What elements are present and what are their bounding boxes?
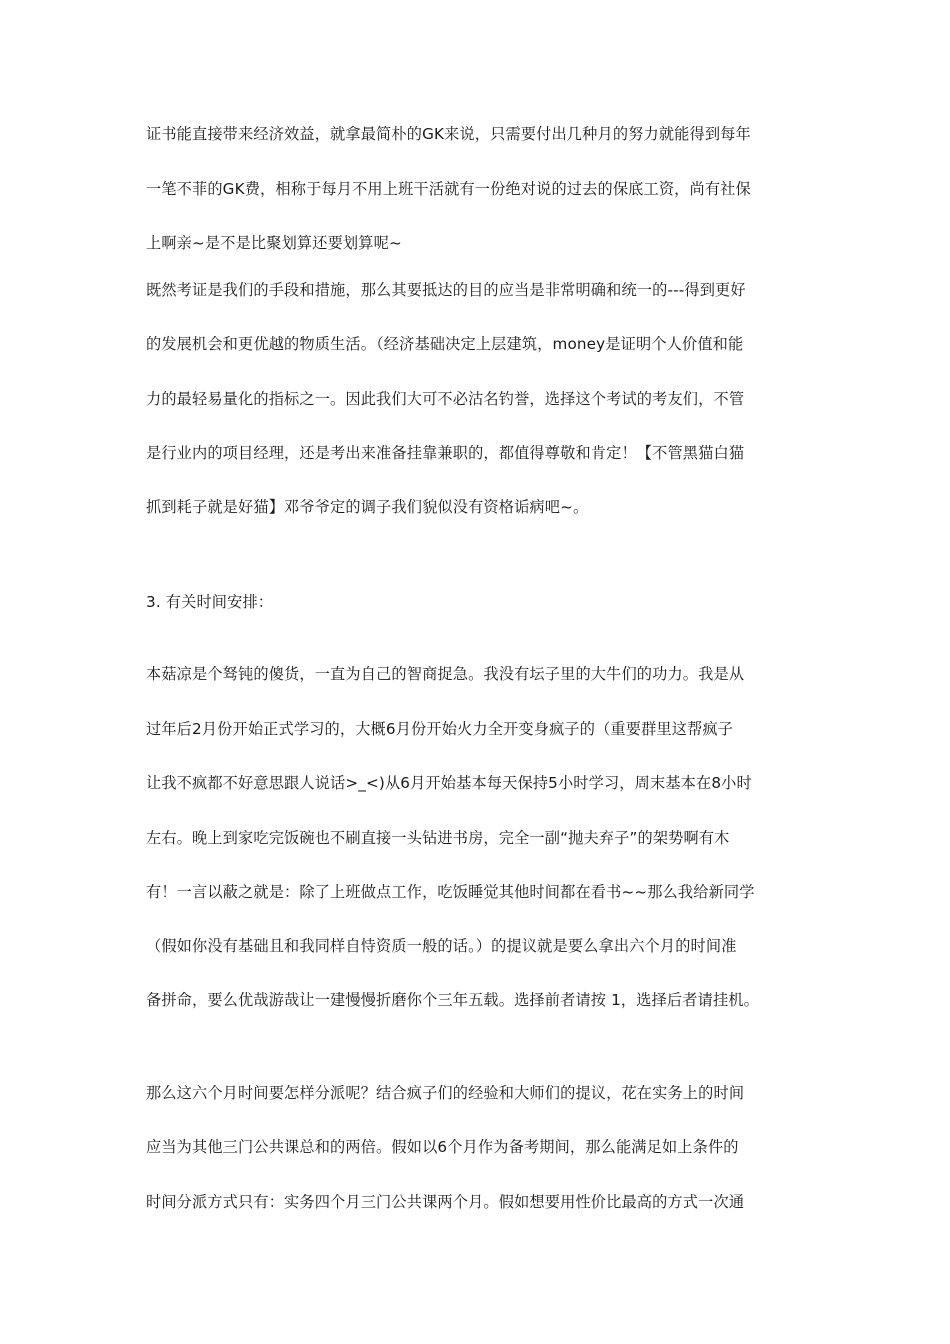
paragraph-line: 应当为其他三门公共课总和的两倍。假如以6个月作为备考期间，那么能满足如上条件的	[146, 1138, 739, 1156]
paragraph-line: 证书能直接带来经济效益，就拿最简朴的GK来说，只需要付出几种月的努力就能得到每年	[146, 125, 751, 143]
paragraph-line: 力的最轻易量化的指标之一。因此我们大可不必沽名钓誉，选择这个考试的考友们，不管	[146, 390, 745, 408]
paragraph-line: 时间分派方式只有：实务四个月三门公共课两个月。假如想要用性价比最高的方式一次通	[146, 1193, 745, 1211]
paragraph-line: 备拼命，要么优哉游哉让一建慢慢折磨你个三年五载。选择前者请按 1，选择后者请挂机。	[146, 991, 759, 1009]
paragraph-line: 让我不疯都不好意思跟人说话>_<)从6月开始基本每天保持5小时学习，周末基本在8小时	[146, 774, 752, 792]
paragraph-line: 上啊亲~是不是比聚划算还要划算呢~	[146, 234, 402, 252]
paragraph-line: 的发展机会和更优越的物质生活。（经济基础决定上层建筑，money是证明个人价值和能	[146, 335, 744, 353]
paragraph-line: 抓到耗子就是好猫】邓爷爷定的调子我们貌似没有资格诟病吧~。	[146, 498, 589, 516]
paragraph-line: 本菇凉是个驽钝的傻货，一直为自己的智商捉急。我没有坛子里的大牛们的功力。我是从	[146, 665, 745, 683]
section-heading: 3. 有关时间安排：	[146, 593, 274, 611]
paragraph-line: 过年后2月份开始正式学习的，大概6月份开始火力全开变身疯子的（重要群里这帮疯子	[146, 720, 734, 738]
paragraph-line: （假如你没有基础且和我同样自恃资质一般的话。）的提议就是要么拿出六个月的时间准	[146, 937, 737, 955]
paragraph-line: 那么这六个月时间要怎样分派呢？结合疯子们的经验和大师们的提议，花在实务上的时间	[146, 1084, 745, 1102]
paragraph-line: 有！一言以蔽之就是：除了上班做点工作，吃饭睡觉其他时间都在看书~~那么我给新同学	[146, 883, 755, 901]
paragraph-line: 左右。晚上到家吃完饭碗也不刷直接一头钻进书房，完全一副“抛夫弃子”的架势啊有木	[146, 829, 730, 847]
paragraph-line: 既然考证是我们的手段和措施，那么其要抵达的目的应当是非常明确和统一的---得到更好	[146, 281, 746, 299]
paragraph-line: 是行业内的项目经理，还是考出来准备挂靠兼职的，都值得尊敬和肯定！【不管黑猫白猫	[146, 444, 745, 462]
paragraph-line: 一笔不菲的GK费，相称于每月不用上班干活就有一份绝对说的过去的保底工资，尚有社保	[146, 180, 751, 198]
